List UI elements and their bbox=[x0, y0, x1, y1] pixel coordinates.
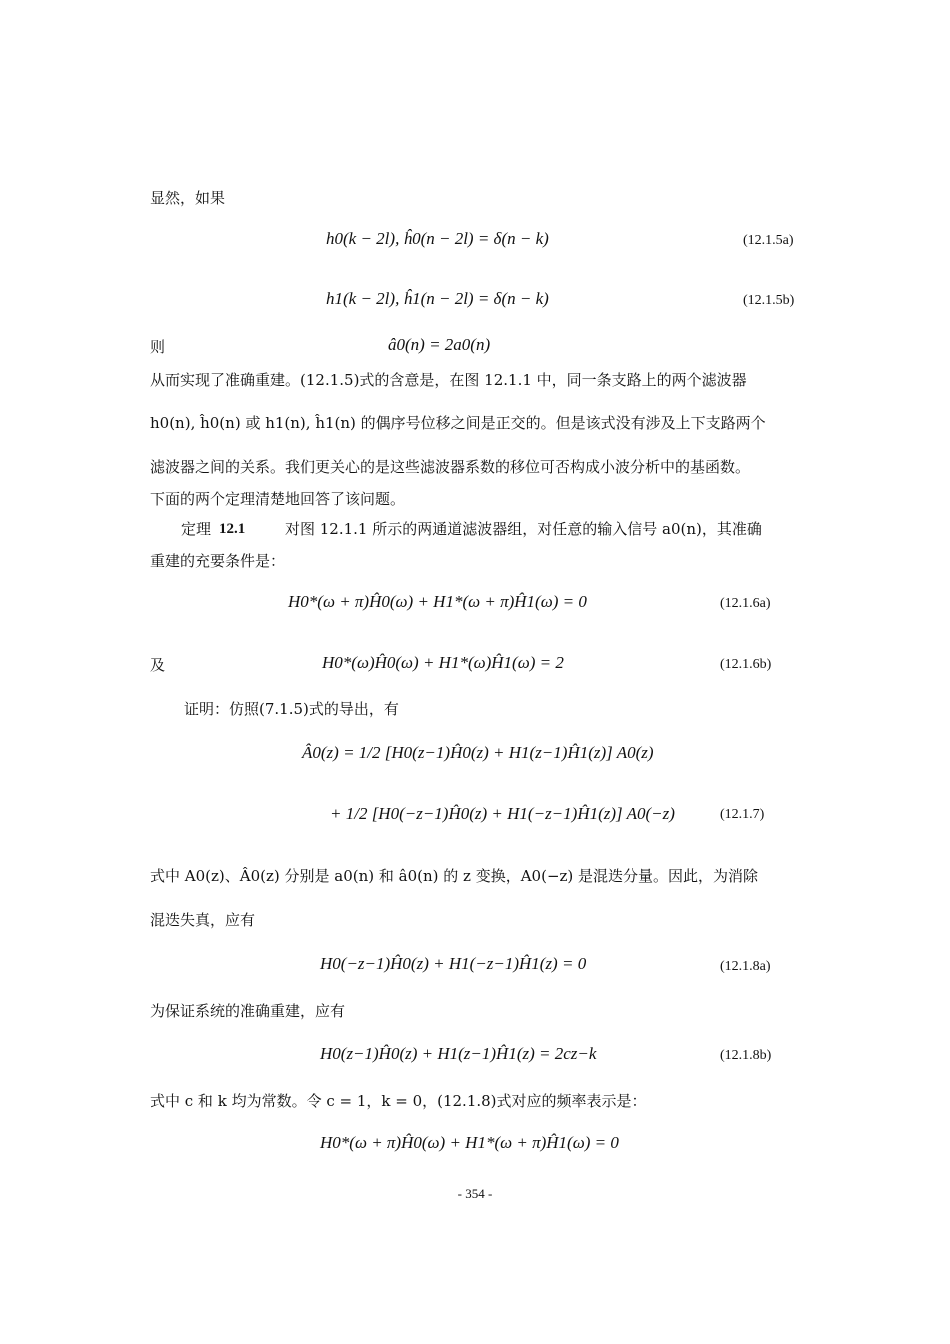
equation-frequency: H0*(ω + π)Ĥ0(ω) + H1*(ω + π)Ĥ1(ω) = 0 bbox=[320, 1133, 619, 1152]
page-number: - 354 - bbox=[457, 1186, 493, 1201]
text-line: 显然，如果 bbox=[150, 189, 226, 207]
text-line: 证明：仿照(7.1.5)式的导出，有 bbox=[184, 700, 399, 718]
equation-12-1-5a: h0(k − 2l), ĥ0(n − 2l) = δ(n − k) bbox=[326, 229, 549, 248]
text-line: 及 bbox=[150, 656, 166, 674]
equation-12-1-6b: H0*(ω)Ĥ0(ω) + H1*(ω)Ĥ1(ω) = 2 bbox=[322, 653, 564, 672]
text-line: 为保证系统的准确重建，应有 bbox=[150, 1002, 346, 1020]
text-line: 式中 A0(z)、Â0(z) 分别是 a0(n) 和 â0(n) 的 z 变换，A0(−z) 是混迭分量。因此，为消除 bbox=[150, 867, 759, 885]
text-line: 从而实现了准确重建。(12.1.5)式的含意是，在图 12.1.1 中，同一条支路上的两个滤波器 bbox=[150, 371, 747, 389]
theorem-number: 12.1 bbox=[219, 521, 246, 537]
text-line: 式中 c 和 k 均为常数。令 c = 1，k = 0，(12.1.8)式对应的频率表示是： bbox=[150, 1092, 647, 1110]
equation-number: (12.1.5a) bbox=[743, 233, 794, 248]
equation-number: (12.1.5b) bbox=[743, 293, 795, 308]
equation-number: (12.1.8a) bbox=[720, 959, 771, 974]
text-line: 滤波器之间的关系。我们更关心的是这些滤波器系数的移位可否构成小波分析中的基函数。 bbox=[150, 458, 751, 476]
equation-reconstruction: â0(n) = 2a0(n) bbox=[388, 335, 491, 354]
equation-12-1-7-line1: Â0(z) = 1/2 [H0(z−1)Ĥ0(z) + H1(z−1)Ĥ1(z)] A0(z) bbox=[302, 743, 654, 762]
equation-12-1-8b: H0(z−1)Ĥ0(z) + H1(z−1)Ĥ1(z) = 2cz−k bbox=[320, 1044, 597, 1063]
text-line: h0(n), ĥ0(n) 或 h1(n), ĥ1(n) 的偶序号位移之间是正交的。但是该式没有涉及上下支路两个 bbox=[150, 414, 766, 432]
equation-12-1-5b: h1(k − 2l), ĥ1(n − 2l) = δ(n − k) bbox=[326, 289, 549, 308]
equation-12-1-6a: H0*(ω + π)Ĥ0(ω) + H1*(ω + π)Ĥ1(ω) = 0 bbox=[288, 592, 587, 611]
text-line: 混迭失真，应有 bbox=[150, 911, 256, 929]
equation-number: (12.1.8b) bbox=[720, 1048, 772, 1063]
text-line: 则 bbox=[150, 338, 166, 356]
equation-number: (12.1.7) bbox=[720, 807, 765, 822]
equation-12-1-8a: H0(−z−1)Ĥ0(z) + H1(−z−1)Ĥ1(z) = 0 bbox=[320, 954, 587, 973]
equation-number: (12.1.6b) bbox=[720, 657, 772, 672]
text-line: 下面的两个定理清楚地回答了该问题。 bbox=[150, 490, 406, 508]
text-line: 重建的充要条件是： bbox=[150, 552, 286, 570]
theorem-label: 定理 bbox=[181, 520, 212, 538]
equation-12-1-7-line2: + 1/2 [H0(−z−1)Ĥ0(z) + H1(−z−1)Ĥ1(z)] A0(−z) bbox=[330, 804, 675, 823]
equation-number: (12.1.6a) bbox=[720, 596, 771, 611]
theorem-text: 对图 12.1.1 所示的两通道滤波器组，对任意的输入信号 a0(n)，其准确 bbox=[285, 520, 762, 538]
